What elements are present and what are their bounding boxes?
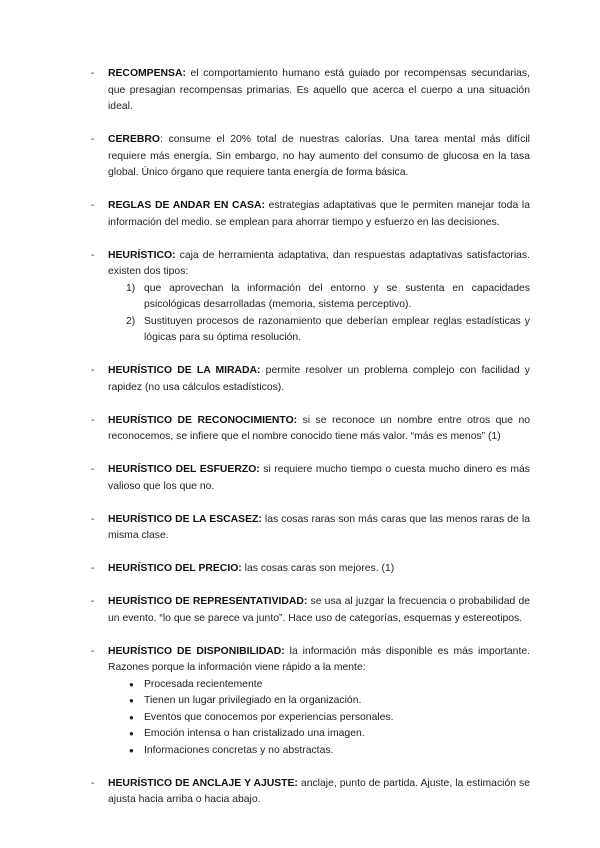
list-item-text: Eventos que conocemos por experiencias personales. bbox=[144, 711, 394, 723]
entry-anclaje bbox=[91, 776, 530, 809]
entry-text: : consume el 20% total de nuestras calorías. Una tarea mental más difícil requiere más energía. Sin embargo, no hay aumento del consumo de glucosa en la tasa global. Único órgano que requiere tanta energía de forma básica. bbox=[108, 134, 530, 178]
entry-text: las cosas raras son más caras que las menos raras de la misma clase. bbox=[108, 513, 530, 541]
list-number: 1) bbox=[126, 282, 136, 294]
list-item bbox=[108, 314, 530, 347]
list-item bbox=[108, 693, 530, 710]
entry-recompensa bbox=[91, 66, 530, 116]
bullet-list bbox=[108, 677, 530, 760]
entry-paragraph bbox=[108, 363, 530, 396]
entry-text: permite resolver un problema complejo con facilidad y rapidez (no usa cálculos estadísticos). bbox=[108, 365, 530, 393]
list-item bbox=[108, 743, 530, 760]
dash-marker: - bbox=[91, 513, 95, 525]
entry-term: HEURÍSTICO DEL PRECIO: bbox=[108, 563, 242, 574]
dash-marker: - bbox=[91, 414, 95, 426]
entry-paragraph bbox=[108, 132, 530, 182]
entry-paragraph bbox=[108, 248, 530, 281]
list-item-text: Informaciones concretas y no abstractas. bbox=[144, 744, 334, 756]
bullet-dot-icon: ● bbox=[129, 712, 134, 722]
entry-escasez bbox=[91, 512, 530, 545]
entry-term: REGLAS DE ANDAR EN CASA: bbox=[108, 200, 265, 211]
entry-text: si requiere mucho tiempo o cuesta mucho dinero es más valioso que los que no. bbox=[108, 464, 531, 492]
entry-text: la información más disponible es más importante. Razones porque la información viene rápido a la mente: bbox=[108, 645, 531, 673]
entry-text: las cosas caras son mejores. (1) bbox=[241, 563, 395, 574]
dash-marker: - bbox=[91, 68, 95, 79]
entry-heuristico bbox=[91, 248, 530, 347]
entry-term: HEURÍSTICO DE LA ESCASEZ: bbox=[108, 513, 262, 525]
entry-reglas bbox=[91, 198, 530, 231]
entry-text: se usa al juzgar la frecuencia o probabilidad de un evento. “lo que se parece va junto”. Hace uso de categorías, esquemas y estereotipos. bbox=[108, 596, 531, 624]
dash-marker: - bbox=[91, 645, 95, 657]
entry-term: RECOMPENSA: bbox=[108, 68, 186, 79]
dash-marker: - bbox=[91, 134, 95, 145]
entry-term: HEURÍSTICO DE ANCLAJE Y AJUSTE: bbox=[108, 777, 298, 789]
entry-reconocimiento bbox=[91, 413, 530, 446]
list-item-text: Sustituyen procesos de razonamiento que deberían emplear reglas estadísticas y lógicas para su óptima resolución. bbox=[144, 315, 530, 343]
entry-term: HEURÍSTICO DE DISPONIBILIDAD: bbox=[108, 645, 285, 657]
entry-representatividad bbox=[91, 594, 530, 627]
list-item bbox=[108, 710, 530, 727]
entry-term: HEURÍSTICO DE RECONOCIMIENTO: bbox=[108, 414, 298, 426]
entry-term: HEURÍSTICO DEL ESFUERZO: bbox=[108, 464, 260, 475]
entry-term: HEURÍSTICO: bbox=[108, 249, 176, 261]
entry-text: caja de herramienta adaptativa, dan respuestas adaptativas satisfactorias. existen dos tipos: bbox=[108, 249, 530, 277]
bullet-dot-icon: ● bbox=[129, 679, 134, 689]
list-item bbox=[108, 726, 530, 743]
entry-precio bbox=[91, 561, 530, 578]
entry-disponibilidad bbox=[91, 644, 530, 760]
list-item-text: Emoción intensa o han cristalizado una imagen. bbox=[144, 728, 365, 739]
numbered-list bbox=[108, 281, 530, 347]
bullet-dot-icon: ● bbox=[129, 696, 134, 705]
entry-paragraph bbox=[108, 198, 530, 231]
list-item-text: Procesada recientemente bbox=[144, 678, 263, 690]
dash-marker: - bbox=[91, 200, 95, 211]
dash-marker: - bbox=[91, 249, 95, 261]
entry-esfuerzo bbox=[91, 462, 530, 495]
entry-term: CEREBRO bbox=[108, 134, 160, 145]
entry-text: el comportamiento humano está guiado por recompensas secundarias, que presagian recompensas primarias. Es aquello que acerca el cuerpo a una situación ideal. bbox=[108, 68, 530, 112]
bullet-dot-icon: ● bbox=[129, 745, 134, 755]
dash-marker: - bbox=[91, 464, 95, 475]
entry-text: anclaje, punto de partida. Ajuste, la estimación se ajusta hacia arriba o hacia abajo. bbox=[108, 777, 531, 805]
bullet-dot-icon: ● bbox=[129, 729, 134, 738]
entry-paragraph bbox=[108, 776, 530, 809]
entry-paragraph bbox=[108, 66, 530, 116]
entry-paragraph bbox=[108, 594, 530, 627]
entry-mirada bbox=[91, 363, 530, 396]
dash-marker: - bbox=[91, 777, 95, 789]
list-item bbox=[108, 281, 530, 314]
entry-paragraph bbox=[108, 413, 530, 446]
dash-marker: - bbox=[91, 563, 95, 574]
entry-text: si se reconoce un nombre entre otros que no reconocemos, se infiere que el nombre conocido tiene más valor. “más es menos” (1) bbox=[108, 414, 530, 442]
list-item-text: Tienen un lugar privilegiado en la organización. bbox=[144, 695, 362, 706]
list-number: 2) bbox=[126, 315, 136, 327]
entry-paragraph bbox=[108, 462, 530, 495]
entry-text: estrategias adaptativas que le permiten manejar toda la información del medio. se emplean para ahorrar tiempo y esfuerzo en las decisiones. bbox=[108, 200, 530, 228]
entry-paragraph bbox=[108, 644, 530, 677]
dash-marker: - bbox=[91, 596, 95, 607]
entry-term: HEURÍSTICO DE REPRESENTATIVIDAD: bbox=[108, 596, 308, 607]
list-item-text: que aprovechan la información del entorno y se sustenta en capacidades psicológicas desarrolladas (memoria, sistema perceptivo). bbox=[144, 282, 530, 310]
dash-marker: - bbox=[91, 365, 95, 376]
list-item bbox=[108, 677, 530, 694]
entry-term: HEURÍSTICO DE LA MIRADA: bbox=[108, 365, 261, 376]
entry-paragraph bbox=[108, 561, 530, 578]
entry-cerebro bbox=[91, 132, 530, 182]
entry-paragraph bbox=[108, 512, 530, 545]
